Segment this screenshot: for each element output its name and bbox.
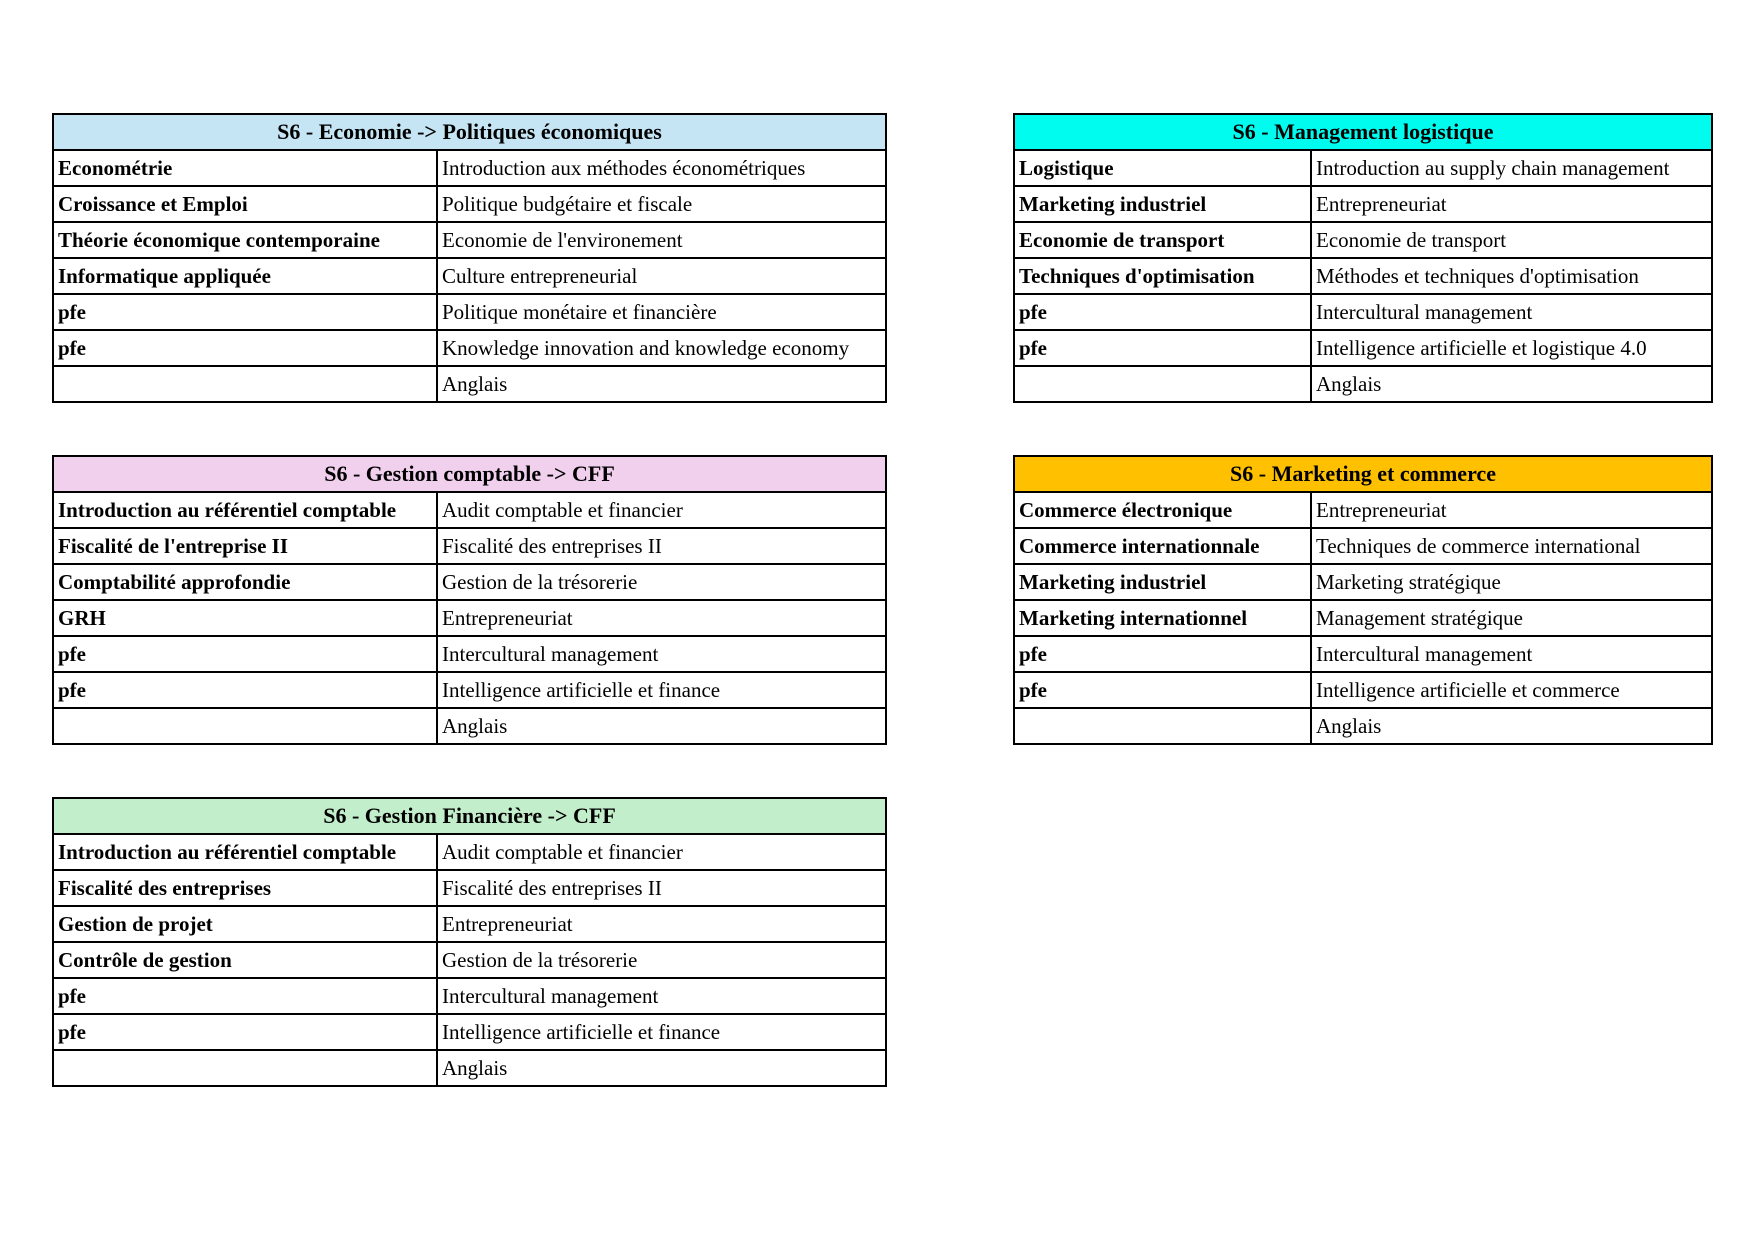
course-cell: Anglais (437, 708, 886, 744)
table-row (53, 1050, 886, 1086)
module-cell: Econométrie (53, 150, 437, 186)
table-row (53, 636, 886, 672)
course-cell: Audit comptable et financier (437, 834, 886, 870)
course-cell: Entrepreneuriat (437, 600, 886, 636)
table-row (53, 942, 886, 978)
table-row (53, 1014, 886, 1050)
table-row (53, 528, 886, 564)
module-cell: pfe (53, 294, 437, 330)
table-row (53, 258, 886, 294)
table-row (1014, 564, 1712, 600)
table-row (1014, 492, 1712, 528)
course-cell: Anglais (437, 366, 886, 402)
course-cell: Economie de l'environement (437, 222, 886, 258)
course-cell: Intelligence artificielle et finance (437, 1014, 886, 1050)
table-title: S6 - Marketing et commerce (1014, 456, 1712, 492)
course-cell: Entrepreneuriat (437, 906, 886, 942)
table-row (53, 150, 886, 186)
course-cell: Intercultural management (1311, 294, 1712, 330)
module-cell: Introduction au référentiel comptable (53, 834, 437, 870)
table-title: S6 - Gestion comptable -> CFF (53, 456, 886, 492)
module-cell: pfe (53, 978, 437, 1014)
module-cell (53, 366, 437, 402)
course-cell: Gestion de la trésorerie (437, 942, 886, 978)
course-cell: Marketing stratégique (1311, 564, 1712, 600)
table-row (1014, 636, 1712, 672)
table-title: S6 - Management logistique (1014, 114, 1712, 150)
module-cell: pfe (1014, 672, 1311, 708)
course-cell: Intercultural management (437, 636, 886, 672)
module-cell: Fiscalité de l'entreprise II (53, 528, 437, 564)
module-cell: Informatique appliquée (53, 258, 437, 294)
table-row (1014, 330, 1712, 366)
module-cell: Commerce électronique (1014, 492, 1311, 528)
module-cell: pfe (1014, 636, 1311, 672)
table-row (53, 330, 886, 366)
table-row (53, 708, 886, 744)
module-cell: pfe (1014, 330, 1311, 366)
table-row (53, 978, 886, 1014)
course-cell: Intercultural management (1311, 636, 1712, 672)
table-row (53, 222, 886, 258)
course-cell: Audit comptable et financier (437, 492, 886, 528)
course-cell: Fiscalité des entreprises II (437, 528, 886, 564)
course-cell: Gestion de la trésorerie (437, 564, 886, 600)
table-row (1014, 528, 1712, 564)
module-cell: pfe (1014, 294, 1311, 330)
table-gestion-financiere (52, 797, 887, 1087)
table-row (1014, 186, 1712, 222)
table-row (53, 906, 886, 942)
table-title: S6 - Economie -> Politiques économiques (53, 114, 886, 150)
module-cell: GRH (53, 600, 437, 636)
course-cell: Intelligence artificielle et finance (437, 672, 886, 708)
table-gestion-comptable (52, 455, 887, 745)
module-cell: Marketing industriel (1014, 186, 1311, 222)
table-row (53, 564, 886, 600)
course-cell: Economie de transport (1311, 222, 1712, 258)
module-cell: Commerce internationnale (1014, 528, 1311, 564)
course-cell: Intelligence artificielle et commerce (1311, 672, 1712, 708)
table-row (1014, 366, 1712, 402)
table-row (1014, 600, 1712, 636)
table-row (1014, 258, 1712, 294)
table-marketing-commerce (1013, 455, 1713, 745)
table-row (1014, 672, 1712, 708)
course-cell: Introduction au supply chain management (1311, 150, 1712, 186)
module-cell: Comptabilité approfondie (53, 564, 437, 600)
table-row (1014, 708, 1712, 744)
table-row (53, 834, 886, 870)
table-row (53, 294, 886, 330)
course-cell: Intercultural management (437, 978, 886, 1014)
course-cell: Management stratégique (1311, 600, 1712, 636)
table-row (1014, 294, 1712, 330)
table-row (53, 492, 886, 528)
course-cell: Politique monétaire et financière (437, 294, 886, 330)
table-economie (52, 113, 887, 403)
course-cell: Politique budgétaire et fiscale (437, 186, 886, 222)
module-cell (1014, 366, 1311, 402)
course-cell: Knowledge innovation and knowledge economy (437, 330, 886, 366)
module-cell: Contrôle de gestion (53, 942, 437, 978)
table-row (53, 672, 886, 708)
module-cell: pfe (53, 672, 437, 708)
module-cell: Théorie économique contemporaine (53, 222, 437, 258)
module-cell: Logistique (1014, 150, 1311, 186)
course-cell: Introduction aux méthodes économétriques (437, 150, 886, 186)
table-row (53, 600, 886, 636)
module-cell: Introduction au référentiel comptable (53, 492, 437, 528)
table-row (1014, 222, 1712, 258)
table-title: S6 - Gestion Financière -> CFF (53, 798, 886, 834)
course-cell: Techniques de commerce international (1311, 528, 1712, 564)
course-cell: Anglais (437, 1050, 886, 1086)
course-cell: Entrepreneuriat (1311, 186, 1712, 222)
course-cell: Anglais (1311, 708, 1712, 744)
table-row (53, 186, 886, 222)
table-row (1014, 150, 1712, 186)
module-cell: Economie de transport (1014, 222, 1311, 258)
table-row (53, 366, 886, 402)
module-cell: Fiscalité des entreprises (53, 870, 437, 906)
module-cell: Gestion de projet (53, 906, 437, 942)
module-cell: pfe (53, 1014, 437, 1050)
module-cell (53, 708, 437, 744)
course-cell: Intelligence artificielle et logistique 4.0 (1311, 330, 1712, 366)
module-cell: pfe (53, 636, 437, 672)
table-management-logistique (1013, 113, 1713, 403)
course-cell: Méthodes et techniques d'optimisation (1311, 258, 1712, 294)
course-cell: Fiscalité des entreprises II (437, 870, 886, 906)
course-cell: Culture entrepreneurial (437, 258, 886, 294)
module-cell: Marketing industriel (1014, 564, 1311, 600)
module-cell: Marketing internationnel (1014, 600, 1311, 636)
module-cell (53, 1050, 437, 1086)
table-row (53, 870, 886, 906)
module-cell: Croissance et Emploi (53, 186, 437, 222)
course-cell: Entrepreneuriat (1311, 492, 1712, 528)
module-cell: Techniques d'optimisation (1014, 258, 1311, 294)
module-cell (1014, 708, 1311, 744)
course-cell: Anglais (1311, 366, 1712, 402)
module-cell: pfe (53, 330, 437, 366)
